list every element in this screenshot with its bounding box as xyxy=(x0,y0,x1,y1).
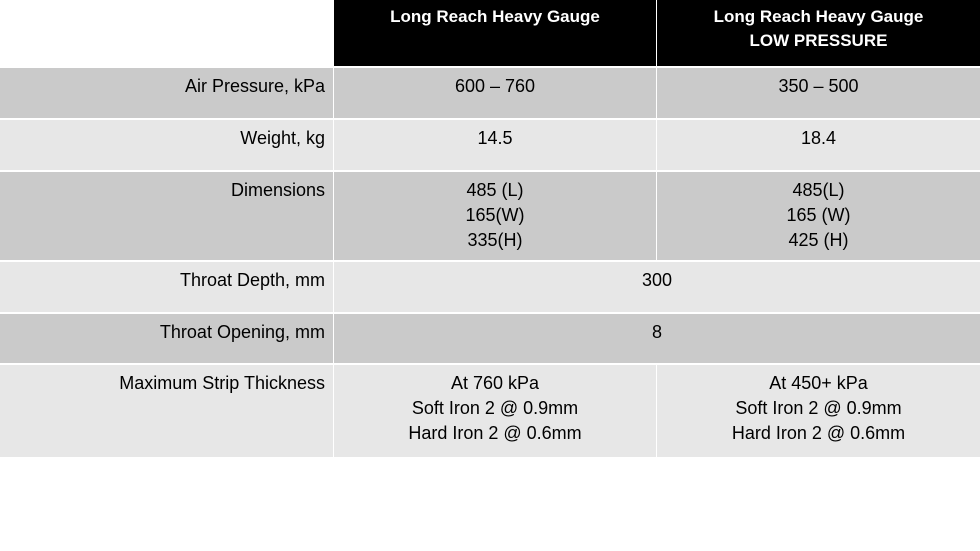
row-label: Weight, kg xyxy=(0,120,333,170)
table-row-throat-depth xyxy=(0,262,980,314)
header-line: Long Reach Heavy Gauge xyxy=(713,7,924,26)
value-line: 485(L) xyxy=(792,180,845,200)
value-cell xyxy=(656,120,980,170)
value-cell xyxy=(333,68,656,118)
value-line: Soft Iron 2 @ 0.9mm xyxy=(735,398,902,418)
value-cell xyxy=(333,172,656,260)
value-line: Hard Iron 2 @ 0.6mm xyxy=(731,423,906,443)
table-row-throat-opening xyxy=(0,314,980,365)
value-line: Soft Iron 2 @ 0.9mm xyxy=(411,398,579,418)
row-label: Maximum Strip Thickness xyxy=(0,365,333,457)
value-line: 165 (W) xyxy=(786,205,851,225)
value-line: 485 (L) xyxy=(466,180,524,200)
header-blank-cell xyxy=(0,0,333,66)
header-long-reach-heavy-gauge xyxy=(333,0,656,66)
value-line: 335(H) xyxy=(467,230,523,250)
value-line: At 450+ kPa xyxy=(769,373,868,393)
value-line: 350 – 500 xyxy=(778,76,859,96)
table-header-row xyxy=(0,0,980,68)
table-row-dimensions xyxy=(0,172,980,262)
value-line: 165(W) xyxy=(465,205,525,225)
row-label: Throat Depth, mm xyxy=(0,262,333,312)
table-row-max-strip-thickness xyxy=(0,365,980,457)
header-line: LOW PRESSURE xyxy=(749,31,888,50)
row-label: Air Pressure, kPa xyxy=(0,68,333,118)
header-line: Long Reach Heavy Gauge xyxy=(390,7,600,26)
merged-value-cell xyxy=(333,262,980,312)
value-line: 14.5 xyxy=(477,128,513,148)
value-cell xyxy=(656,68,980,118)
value-line: 8 xyxy=(651,322,662,342)
value-line: 300 xyxy=(641,270,673,290)
value-line: Hard Iron 2 @ 0.6mm xyxy=(408,423,582,443)
value-line: At 760 kPa xyxy=(450,373,540,393)
header-long-reach-low-pressure xyxy=(656,0,980,66)
value-cell xyxy=(656,365,980,457)
value-line: 18.4 xyxy=(800,128,837,148)
value-line: 600 – 760 xyxy=(454,76,536,96)
value-line: 425 (H) xyxy=(788,230,849,250)
value-cell xyxy=(656,172,980,260)
table-row-weight xyxy=(0,120,980,172)
table-row-air-pressure xyxy=(0,68,980,120)
merged-value-cell xyxy=(333,314,980,363)
value-cell xyxy=(333,365,656,457)
value-cell xyxy=(333,120,656,170)
row-label: Dimensions xyxy=(0,172,333,260)
row-label: Throat Opening, mm xyxy=(0,314,333,363)
